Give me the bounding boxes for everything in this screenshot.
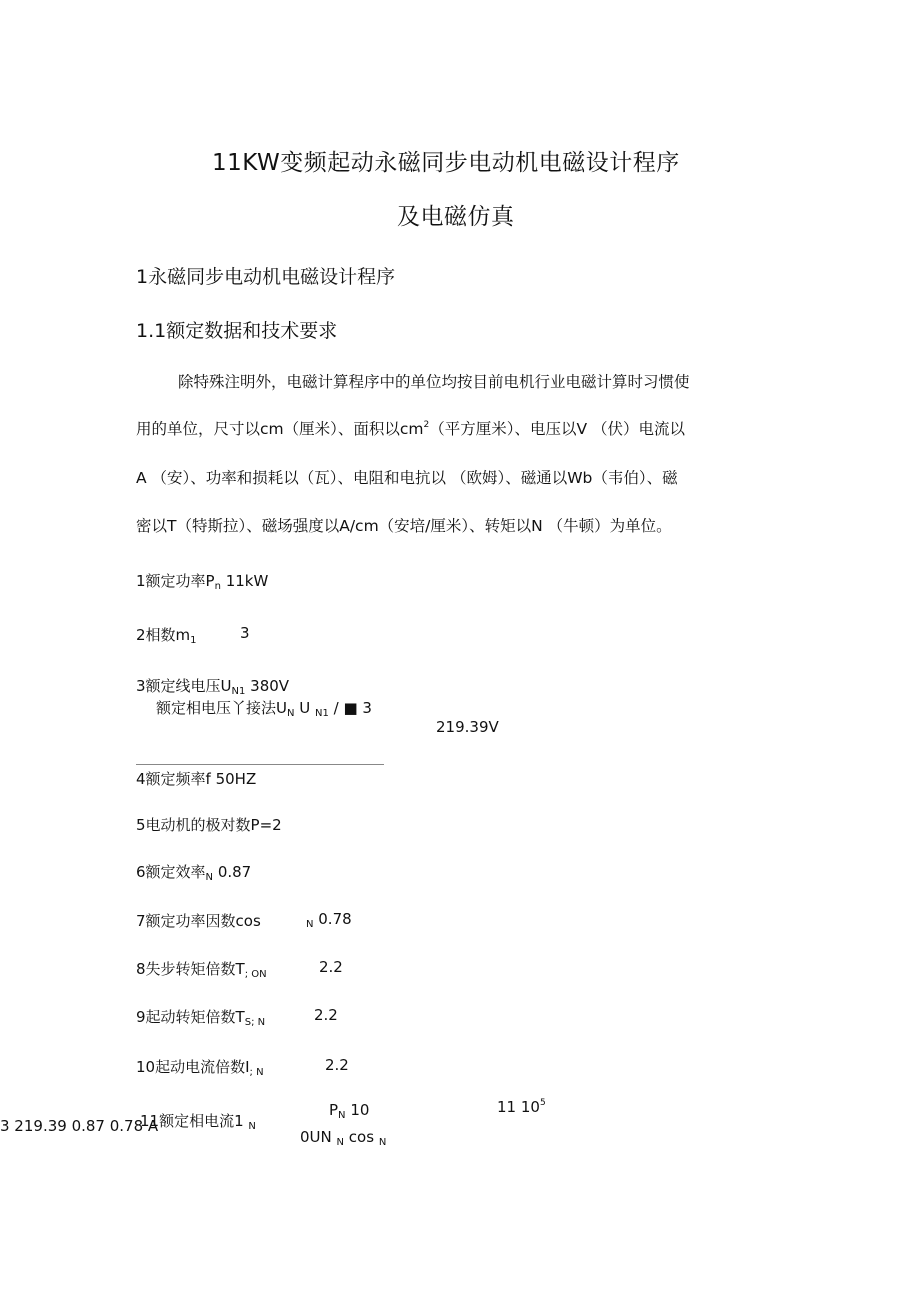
page-title-line1: 11KW变频起动永磁同步电动机电磁设计程序	[212, 150, 680, 176]
item-4-frequency: 4额定频率f 50HZ	[136, 770, 257, 788]
item-9-value: 2.2	[314, 1006, 338, 1024]
item-9-label: 9起动转矩倍数T	[136, 1008, 245, 1026]
item-2-value: 3	[240, 624, 250, 642]
item-3b-label: 额定相电压丫接法U	[156, 699, 287, 717]
item-10-label: 10起动电流倍数I	[136, 1058, 250, 1076]
item-11-den-sub1: N	[336, 1137, 345, 1148]
item-11-label: 11额定相电流1	[140, 1112, 244, 1130]
item-7-power-factor: 7额定功率因数cos	[136, 912, 261, 930]
item-1-rated-power	[136, 570, 268, 591]
item-1-value: 11kW	[225, 572, 269, 590]
intro-line-2b: （平方厘米）、电压以V （伏）电流以	[429, 420, 686, 438]
item-11-den-mid: cos	[348, 1128, 375, 1146]
item-3b-sub2: N1	[315, 708, 329, 719]
page-title-line2: 及电磁仿真	[397, 204, 515, 230]
item-6-sub: N	[205, 872, 214, 883]
item-9-sub: S; N	[244, 1017, 266, 1028]
item-3-value: 380V	[250, 677, 290, 695]
intro-cm2-sup: 2	[423, 420, 430, 430]
item-1-sub: n	[214, 581, 221, 592]
item-7-sub: N	[306, 919, 314, 930]
item-3-line-voltage	[136, 675, 289, 696]
item-5-pole-pairs: 5电动机的极对数P=2	[136, 816, 282, 834]
item-2-label: 2相数m	[136, 626, 191, 644]
item-7-value-group	[306, 910, 352, 928]
divider-line	[136, 764, 384, 765]
item-11-num-p: P	[329, 1101, 339, 1119]
item-11-denominator	[300, 1128, 386, 1146]
item-2-sub: 1	[190, 635, 197, 646]
intro-line-1: 除特殊注明外，电磁计算程序中的单位均按目前电机行业电磁计算时习惯使	[178, 373, 690, 391]
item-11-overflow-expression: 3 219.39 0.87 0.78 A	[0, 1117, 159, 1135]
item-11-sub: N	[248, 1121, 256, 1132]
item-8-value: 2.2	[319, 958, 343, 976]
item-10-value: 2.2	[325, 1056, 349, 1074]
item-3b-sub1: N	[286, 708, 295, 719]
item-3b-tail: / ■ 3	[333, 699, 372, 717]
item-3-label: 3额定线电压U	[136, 677, 232, 695]
intro-line-3: A （安）、功率和损耗以（瓦）、电阻和电抗以 （欧姆）、磁通以Wb（韦伯）、磁	[136, 469, 678, 487]
item-11-den-pre: 0UN	[300, 1128, 332, 1146]
item-11-right-value	[497, 1098, 546, 1116]
intro-line-2	[136, 417, 685, 439]
item-9-starting-torque	[136, 1006, 265, 1027]
item-3b-mid: U	[299, 699, 311, 717]
item-3-sub: N1	[231, 686, 246, 697]
intro-line-2a: 用的单位，尺寸以cm（厘米）、面积以cm	[136, 420, 424, 438]
item-8-pullout-torque	[136, 958, 267, 979]
item-6-label: 6额定效率	[136, 863, 206, 881]
item-10-starting-current	[136, 1056, 264, 1077]
item-11-num-tail: 10	[350, 1101, 370, 1119]
item-3b-phase-voltage	[156, 697, 372, 718]
item-8-label: 8失步转矩倍数T	[136, 960, 245, 978]
item-11-numerator	[329, 1101, 369, 1119]
item-11-right-sup: 5	[539, 1098, 546, 1108]
item-11-num-sub: N	[338, 1110, 346, 1121]
item-11-right-text: 11 10	[497, 1098, 540, 1116]
section-heading-1: 1永磁同步电动机电磁设计程序	[136, 266, 396, 288]
item-10-sub: ; N	[249, 1067, 264, 1078]
item-3b-result: 219.39V	[436, 718, 499, 736]
item-2-phases	[136, 624, 197, 645]
item-11-den-sub2: N	[378, 1137, 387, 1148]
intro-line-4: 密以T（特斯拉）、磁场强度以A/cm（安培/厘米）、转矩以N （牛顿）为单位。	[136, 517, 672, 535]
section-heading-1-1: 1.1额定数据和技术要求	[136, 320, 338, 342]
item-6-efficiency	[136, 861, 251, 882]
item-6-value: 0.87	[217, 863, 252, 881]
item-7-value: 0.78	[318, 910, 352, 928]
item-1-label: 1额定功率P	[136, 572, 215, 590]
item-8-sub: ; ON	[244, 969, 267, 980]
